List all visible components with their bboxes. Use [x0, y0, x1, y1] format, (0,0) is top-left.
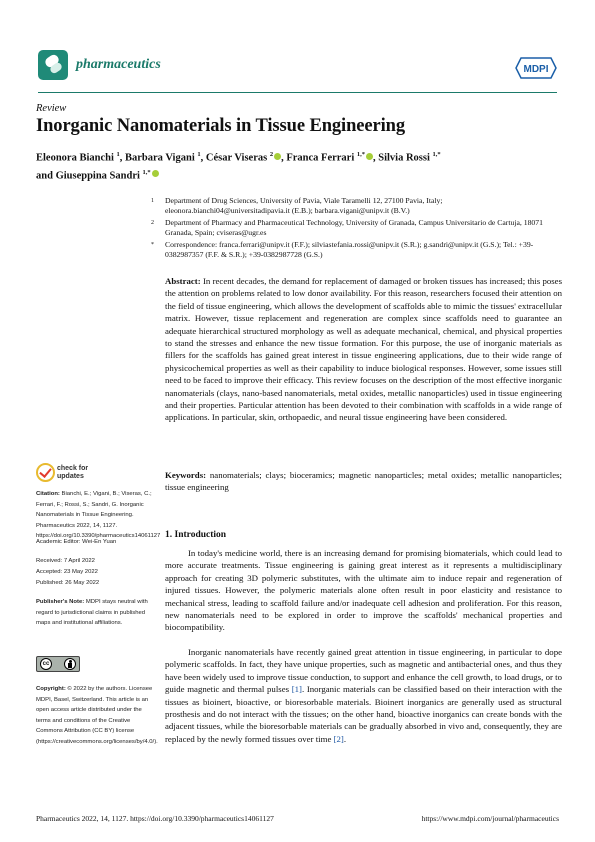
footer-citation[interactable]: Pharmaceutics 2022, 14, 1127. https://doi.org/10.3390/pharmaceutics14061127	[36, 814, 274, 823]
keywords-label: Keywords:	[165, 470, 207, 480]
cc-by-license-icon[interactable]	[36, 656, 80, 672]
affiliation-1: 1 Department of Drug Sciences, University of Pavia, Viale Taramelli 12, 27100 Pavia, Italy; eleonora.bianchi04@universitadipavia.it (E.B.); barbara.vigani@unipv.it (B.V.)	[151, 196, 443, 216]
section-heading: 1. Introduction	[165, 530, 227, 540]
academic-editor: Academic Editor: Wei-En Yuan	[36, 539, 117, 545]
keywords-text: nanomaterials; clays; bioceramics; magnetic nanoparticles; metal oxides; metallic nanoparticles; tissue engineering	[165, 470, 563, 493]
intro-paragraph-2: Inorganic nanomaterials have recently gained great attention in tissue engineering, in particular to dope polymeric scaffolds. In fact, they have unique properties, such as magnetic and antibacterial ones, and thus they have been widely used to improve tissue conduction, to support and enhance the cell growth, to load drugs, or to guide magnetic and thermal pulses [1]. Inorganic materials can be classified based on their interaction with the tissues as bioinert, bioactive, or bioresorbable materials. Bioinert inorganics are generally used as structural prosthesis and do not interact with the tissues; on the other hand, bioactive inorganics can create bonds with the adjacent tissues, while the bioresorbable materials can be gradually absorbed in vivo and, consequently, they are replaced by the newly formed tissues over time [2].	[165, 647, 563, 744]
reference-link[interactable]: [2]	[333, 733, 344, 744]
intro-paragraph-1: In today's medicine world, there is an increasing demand for promising biomaterials, which could lead to more accurate treatments. Tissue engineering is gaining great interest as it represents a multidisciplinary approach for creating 3D polymeric substitutes, with the ultimate aim to induce repair and regeneration of injured tissues. However, the polymeric materials alone often result in poor elasticity and resistance to mechanical stress, leading to scaffold failure and/or inadequate cell adhesion and proliferation. For this reason, new nanomaterials need to be explored in order to improve the scaffolds' mechanical properties and biocompatibility.	[165, 548, 562, 633]
author-name[interactable]: Silvia Rossi	[378, 152, 430, 164]
published-date: Published: 26 May 2022	[36, 580, 100, 586]
orcid-icon[interactable]	[152, 170, 159, 177]
attribution-icon	[64, 658, 76, 670]
mdpi-logo	[515, 57, 557, 79]
cc-icon: cc	[40, 658, 52, 670]
abstract-label: Abstract:	[165, 276, 201, 286]
author-name[interactable]: Franca Ferrari	[286, 152, 355, 164]
keywords	[165, 469, 562, 494]
publisher-note: Publisher's Note: MDPI stays neutral with regard to jurisdictional claims in published maps and institutional affiliations.	[36, 599, 148, 627]
copyright: Copyright: © 2022 by the authors. Licensee MDPI, Basel, Switzerland. This article is an open access article distributed under the terms and conditions of the Creative Commons Attribution (CC BY) license (https://creativecommons.org/licenses/by/4.0/).	[36, 686, 158, 745]
footer-journal-url[interactable]: https://www.mdpi.com/journal/pharmaceutics	[421, 814, 559, 823]
author-name[interactable]: César Viseras	[205, 152, 268, 164]
reference-link[interactable]: [1]	[291, 684, 302, 695]
article-type: Review	[36, 103, 67, 114]
author-name[interactable]: Eleonora Bianchi	[36, 152, 114, 164]
received-date: Received: 7 April 2022	[36, 558, 95, 564]
check-updates-icon[interactable]	[36, 463, 55, 482]
journal-logo	[38, 50, 68, 80]
check-updates-label[interactable]: check for updates	[57, 465, 89, 480]
author-name[interactable]: Barbara Vigani	[125, 152, 195, 164]
journal-name: pharmaceutics	[76, 57, 161, 72]
abstract	[165, 275, 562, 424]
author-list: Eleonora Bianchi $^1$, Barbara Vigani $^1$, César Viseras $^2$ , Franca Ferrari $^{1,*}$ , Silvia Rossi $^{1,*}$ and Giuseppina Sandri $^{1,*}$	[36, 151, 441, 181]
citation: Citation: Bianchi, E.; Vigani, B.; Viseras, C.; Ferrari, F.; Rossi, S.; Sandri, G. Inorganic Nanomaterials in Tissue Engineering. Pharmaceutics 2022, 14, 1127. https://doi.org/10.3390/pharmaceutics14061127	[36, 491, 161, 540]
accepted-date: Accepted: 23 May 2022	[36, 569, 98, 575]
page-title: Inorganic Nanomaterials in Tissue Engineering	[36, 116, 405, 136]
header-rule	[38, 92, 557, 93]
mdpi-logo-text: MDPI	[523, 64, 549, 75]
orcid-icon[interactable]	[274, 153, 281, 160]
abstract-text: In recent decades, the demand for replacement of damaged or broken tissues has increased; this poses the attention on problems related to low donor availability. For this reason, researchers focused their attention on the field of tissue engineering, which allows the development of scaffolds able to mimic the tissues' extracellular matrix. However, tissue replacement and regeneration are complex since scaffolds need to guarantee an adequate hierarchical structured morphology as well as adequate mechanical, chemical, and physical properties to stand the stresses and enhance the new tissue formation. For this purpose, the use of inorganic materials as fillers for the scaffolds has gained great interest in tissue engineering applications, due to their wide range of physicochemical properties as well as their capability to induce biological responses. However, some issues still need to be faced to improve their efficacy. This review focuses on the description of the most effective inorganic nanomaterials (clays, nano-based nanomaterials, metal oxides, metallic nanoparticles) used in tissue engineering and their properties. Particular attention has been devoted to their combination with scaffolds in a wide range of applications. In particular, skin, orthopaedic, and neural tissue engineering have been considered.	[165, 276, 562, 423]
author-name[interactable]: Giuseppina Sandri	[55, 170, 140, 181]
orcid-icon[interactable]	[366, 153, 373, 160]
affiliation-2: 2 Department of Pharmacy and Pharmaceutical Technology, University of Granada, Campus Universitario de Cartuja, 18071 Granada, Spain; cviseras@ugr.es	[151, 218, 543, 238]
correspondence: * Correspondence: franca.ferrari@unipv.it (F.F.); silviastefania.rossi@unipv.it (S.R.); g.sandri@unipv.it (G.S.); Tel.: +39-0382987357 (F.F. & S.R.); +39-0382987728 (G.S.)	[151, 240, 534, 260]
